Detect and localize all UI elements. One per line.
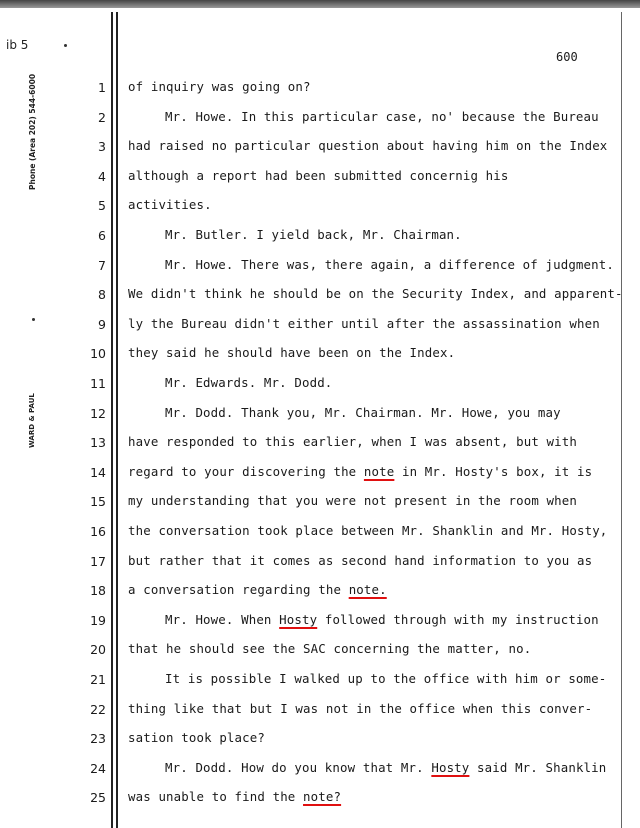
line-segment: Mr. Butler. I yield back, Mr. Chairman. (165, 227, 462, 242)
line-text (128, 286, 623, 301)
line-number: 7 (98, 257, 106, 273)
line-text (128, 464, 592, 479)
line-text (128, 730, 265, 745)
line-segment: in Mr. Hosty's box, it is (394, 463, 593, 479)
side-firm-text: WARD & PAUL (28, 393, 36, 448)
underlined-word: note (363, 463, 395, 479)
margin-rule-left (111, 12, 113, 828)
line-text (128, 138, 607, 153)
underlined-word: note? (303, 789, 342, 805)
line-number: 16 (90, 524, 106, 539)
line-segment: It is possible I walked up to the office with him or some- (165, 671, 607, 686)
page-number: 600 (556, 50, 578, 64)
line-segment: thing like that but I was not in the office when this conver- (128, 700, 593, 716)
line-number: 1 (98, 80, 106, 95)
line-segment: that he should see the SAC concerning the matter, no. (128, 641, 532, 657)
line-segment: but rather that it comes as second hand information to you as (128, 552, 593, 568)
line-number: 10 (90, 346, 106, 362)
line-text (128, 168, 509, 183)
line-segment: Mr. Dodd. Thank you, Mr. Chairman. Mr. Howe, you may (165, 404, 561, 420)
margin-rule-inner (116, 12, 118, 828)
line-text (128, 493, 577, 508)
line-text (128, 582, 387, 597)
margin-rule-right (621, 12, 622, 828)
line-number: 4 (98, 168, 106, 184)
side-phone-text: Phone (Area 202) 544-6000 (28, 73, 37, 190)
speck (32, 318, 35, 321)
underlined-word: Hosty (431, 759, 470, 775)
line-segment: my understanding that you were not present in the room when (128, 493, 577, 509)
line-segment: of inquiry was going on? (128, 79, 311, 94)
line-segment: although a report had been submitted concernig his (128, 167, 509, 183)
line-number: 22 (90, 701, 106, 717)
line-text (165, 109, 599, 124)
line-number: 25 (90, 790, 106, 806)
line-number: 5 (98, 198, 106, 214)
line-segment: Mr. Howe. There was, there again, a difference of judgment. (165, 256, 614, 272)
line-segment: Mr. Edwards. Mr. Dodd. (165, 375, 333, 390)
line-text (128, 345, 455, 360)
line-text (165, 257, 614, 272)
line-segment: sation took place? (128, 730, 265, 746)
line-segment: had raised no particular question about having him on the Index (128, 138, 608, 154)
line-text (128, 701, 592, 716)
line-text (128, 553, 592, 568)
line-segment: We didn't think he should be on the Security Index, and apparent- (128, 286, 623, 302)
line-number: 12 (90, 405, 106, 421)
line-number: 14 (90, 464, 106, 480)
line-text (128, 197, 212, 212)
speck (64, 44, 67, 47)
line-segment: a conversation regarding the (128, 582, 349, 598)
line-segment: was unable to find the (128, 789, 304, 805)
line-number: 8 (98, 287, 106, 303)
underlined-word: note. (348, 582, 387, 598)
line-segment: Mr. Howe. When (165, 611, 280, 627)
line-text (128, 316, 600, 331)
line-text (128, 434, 577, 449)
line-number: 15 (90, 494, 106, 510)
line-text (165, 405, 561, 420)
line-number: 24 (90, 760, 106, 776)
scan-top-edge (0, 0, 640, 8)
line-text (128, 789, 341, 804)
line-text (165, 760, 606, 775)
line-segment: activities. (128, 197, 212, 213)
line-number: 23 (90, 731, 106, 747)
line-segment: have responded to this earlier, when I was absent, but with (128, 434, 577, 450)
line-segment: ly the Bureau didn't either until after the assassination when (128, 315, 600, 331)
line-number: 11 (90, 376, 106, 391)
line-text (128, 523, 607, 538)
line-number: 9 (98, 316, 106, 332)
line-segment: they said he should have been on the Index. (128, 345, 456, 361)
line-number: 21 (90, 672, 106, 687)
line-text (165, 612, 599, 627)
line-number: 2 (98, 109, 106, 125)
line-segment: Mr. Dodd. How do you know that Mr. (165, 759, 432, 775)
line-text (165, 227, 462, 242)
line-segment: Mr. Howe. In this particular case, no' because the Bureau (165, 108, 599, 124)
line-number: 6 (98, 228, 106, 243)
line-number: 13 (90, 435, 106, 451)
line-text (128, 79, 311, 94)
line-number: 20 (90, 642, 106, 658)
line-number: 18 (90, 583, 106, 599)
line-segment: the conversation took place between Mr. Shanklin and Mr. Hosty, (128, 523, 608, 538)
line-text (165, 671, 606, 686)
line-segment: said Mr. Shanklin (469, 759, 607, 775)
line-number: 19 (90, 612, 106, 628)
line-segment: followed through with my instruction (317, 611, 599, 627)
underlined-word: Hosty (279, 611, 318, 627)
line-text (165, 375, 332, 390)
line-number: 3 (98, 139, 106, 155)
line-number: 17 (90, 553, 106, 569)
corner-label: ib 5 (6, 38, 29, 52)
line-text (128, 641, 531, 656)
line-segment: regard to your discovering the (128, 463, 364, 479)
